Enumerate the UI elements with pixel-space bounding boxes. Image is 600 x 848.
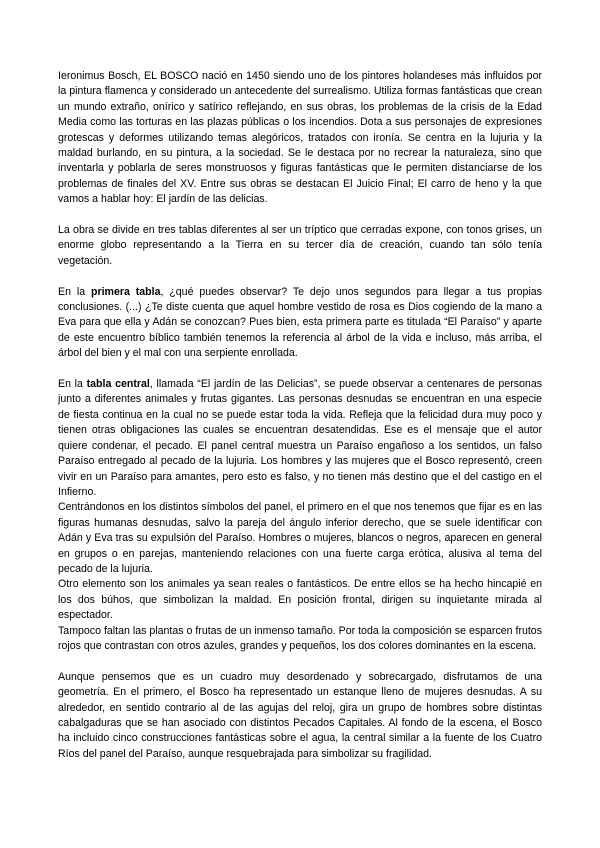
paragraph-gap: [58, 362, 542, 377]
first-panel-body: , ¿qué puedes observar? Te dejo unos segundos para llegar a tus propias conclusiones. (...) ¿Te diste cuenta que aquel hombre vestido de rosa es Dios cogiendo de la mano a Eva para que ella y Adán se conozcan? Pues bien, esta primera parte es titulada “El Paraíso” y aparte de este encuentro bíblico también tenemos la referencia al árbol de la vida e incluso, más arriba, el árbol del bien y el mal con una serpiente enrollada.: [58, 285, 542, 360]
central-panel-lead: En la: [58, 378, 87, 391]
paragraph-animals: Otro elemento son los animales ya sean reales o fantásticos. De entre ellos se ha hecho hincapié en los dos búhos, que simbolizan la maldad. En posición frontal, dirigen su inquietante mirada al espectador.: [58, 578, 542, 622]
first-panel-term: primera tabla: [91, 285, 161, 298]
paragraph-gap: [58, 269, 542, 284]
central-panel-term: tabla central: [86, 378, 150, 391]
paragraph-intro: Ieronimus Bosch, EL BOSCO nació en 1450 siendo uno de los pintores holandeses más influidos por la pintura flamenca y considerado un antecedente del surrealismo. Utiliza formas fantásticas que crean un mundo extraño, onírico y satírico reflejando, en sus obras, los problemas de la crisis de la Edad Media como las torturas en las plazas públicas o los incendios. Dota a sus personajes de expresiones grotescas y deformes utilizando temas alegóricos, tratados con ironía. Se centra en la lujuria y la maldad burlando, en su pintura, a la sociedad. Se le destaca por no recrear la naturaleza, sino que inventarla y poblarla de seres monstruosos y figuras fantásticas que le permiten distanciarse de los problemas de finales del XV. Entre sus obras se destacan El Juicio Final; El carro de heno y la que vamos a hablar hoy: El jardín de las delicias.: [58, 70, 542, 206]
paragraph-gap: [58, 654, 542, 669]
first-panel-lead: En la: [58, 285, 91, 298]
paragraph-symbols: Centrándonos en los distintos símbolos del panel, el primero en el que nos tenemos que fijar es en las figuras humanas desnudas, salvo la pareja del ángulo inferior derecho, que se suele identificar con Adán y Eva tras su expulsión del Paraíso. Hombres o mujeres, blancos o negros, aparecen en general en grupos o en parejas, manteniendo relaciones con una fuerte carga erótica, alusiva al tema del pecado de la lujuria.: [58, 501, 542, 575]
paragraph-triptych: La obra se divide en tres tablas diferentes al ser un tríptico que cerradas expone, con tonos grises, un enorme globo representando a la Tierra en su tercer día de creación, cuando tan sólo tenía vegetación.: [58, 224, 542, 267]
central-panel-body: , llamada “El jardín de las Delicias”, se puede observar a centenares de personas junto a diferentes animales y frutas gigantes. Las personas desnudas se encuentran en una especie de fiesta continua en la cual no se puede estar toda la vida. Refleja que la felicidad dura muy poco y tienen otras obligaciones las cuales se encuentran desatendidas. Ese es el mensaje que el autor quiere condenar, el pecado. El panel central muestra un Paraíso engañoso a los sentidos, un falso Paraíso entregado al pecado de la lujuria. Los hombres y las mujeres que el Bosco representó, creen vivir en un Paraíso para amantes, pero esto es falso, y no tienen más destino que el del castigo en el Infierno.: [58, 378, 543, 498]
paragraph-plants: Tampoco faltan las plantas o frutas de un inmenso tamaño. Por toda la composición se esparcen frutos rojos que contrastan con otros azules, grandes y pequeños, los dos colores dominantes en la escena.: [58, 624, 542, 652]
paragraph-central-panel: [58, 377, 542, 500]
document-page: [58, 69, 542, 762]
paragraph-geometry: Aunque pensemos que es un cuadro muy desordenado y sobrecargado, disfrutamos de una geometría. En el primero, el Bosco ha representado un estanque lleno de mujeres desnudas. A su alrededor, en sentido contrario al de las agujas del reloj, gira un grupo de hombres sobre distintas cabalgaduras que se han asociado con distintos Pecados Capitales. Al fondo de la escena, el Bosco ha incluido cinco construcciones fantásticas sobre el agua, la central similar a la fuente de los Cuatro Ríos del panel del Paraíso, aunque resquebrajada para simbolizar su fragilidad.: [58, 670, 542, 760]
paragraph-first-panel: [58, 285, 542, 362]
paragraph-gap: [58, 208, 542, 223]
